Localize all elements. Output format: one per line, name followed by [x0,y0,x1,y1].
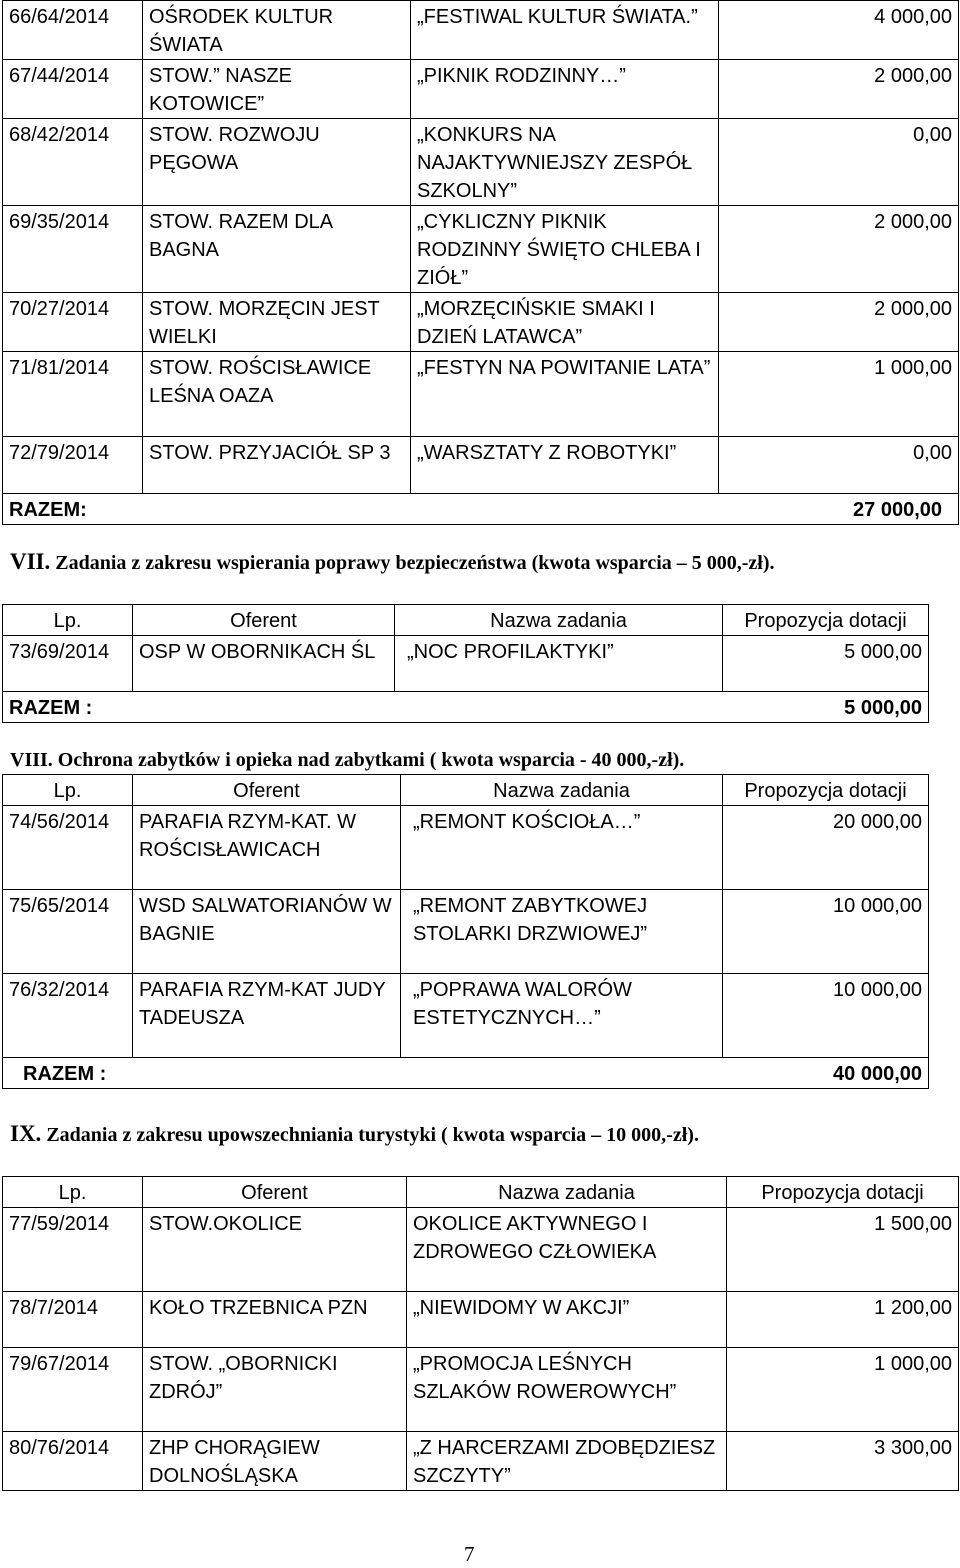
kwota-cell: 1 000,00 [719,352,959,437]
table-row [3,60,959,119]
kwota-cell: 0,00 [719,437,959,494]
lp-cell: 72/79/2014 [3,437,143,494]
table-row [3,1208,959,1292]
oferent-cell: STOW. ROZWOJU PĘGOWA [143,119,411,206]
section-number: VIII. [10,749,53,771]
kwota-cell: 1 000,00 [727,1348,959,1432]
zadanie-cell: „KONKURS NA NAJAKTYWNIEJSZY ZESPÓŁ SZKOLNY” [411,119,719,206]
kwota-cell: 10 000,00 [723,974,929,1058]
header-zadanie: Nazwa zadania [395,605,723,636]
oferent-cell: STOW. RAZEM DLA BAGNA [143,206,411,293]
page-number: 7 [464,1542,475,1566]
lp-cell: 76/32/2014 [3,974,133,1058]
total-label: RAZEM : [9,697,93,719]
lp-cell: 77/59/2014 [3,1208,143,1292]
tourism-grants-table [2,1176,959,1491]
header-kwota: Propozycja dotacji [723,605,929,636]
header-oferent: Oferent [133,775,401,806]
table-row [3,1348,959,1432]
lp-cell: 68/42/2014 [3,119,143,206]
table-row [3,352,959,437]
total-row [3,494,959,525]
zadanie-cell: „FESTIWAL KULTUR ŚWIATA.” [411,1,719,60]
lp-cell: 73/69/2014 [3,636,133,692]
table-row [3,890,929,974]
table-row [3,1432,959,1491]
table-row [3,437,959,494]
kwota-cell: 5 000,00 [723,636,929,692]
header-kwota: Propozycja dotacji [727,1177,959,1208]
lp-cell: 79/67/2014 [3,1348,143,1432]
zadanie-cell: „Z HARCERZAMI ZDOBĘDZIESZ SZCZYTY” [407,1432,727,1491]
section-title: Zadania z zakresu wspierania poprawy bezpieczeństwa (kwota wsparcia – 5 000,-zł). [55,552,775,574]
zadanie-cell: „CYKLICZNY PIKNIK RODZINNY ŚWIĘTO CHLEBA I ZIÓŁ” [411,206,719,293]
monuments-grants-table [2,774,929,1089]
total-value: 27 000,00 [853,499,942,521]
kwota-cell: 2 000,00 [719,293,959,352]
kwota-cell: 1 500,00 [727,1208,959,1292]
header-zadanie: Nazwa zadania [401,775,723,806]
header-oferent: Oferent [143,1177,407,1208]
header-oferent: Oferent [133,605,395,636]
oferent-cell: OŚRODEK KULTUR ŚWIATA [143,1,411,60]
table-header-row [3,1177,959,1208]
total-label: RAZEM: [9,499,87,521]
kwota-cell: 3 300,00 [727,1432,959,1491]
oferent-cell: ZHP CHORĄGIEW DOLNOŚLĄSKA [143,1432,407,1491]
oferent-cell: STOW. PRZYJACIÓŁ SP 3 [143,437,411,494]
safety-grants-table [2,604,929,723]
lp-cell: 69/35/2014 [3,206,143,293]
table-row [3,119,959,206]
kwota-cell: 10 000,00 [723,890,929,974]
kwota-cell: 2 000,00 [719,206,959,293]
zadanie-cell: „PROMOCJA LEŚNYCH SZLAKÓW ROWEROWYCH” [407,1348,727,1432]
lp-cell: 67/44/2014 [3,60,143,119]
oferent-cell: STOW.OKOLICE [143,1208,407,1292]
zadanie-cell: „REMONT KOŚCIOŁA…” [401,806,723,890]
header-lp: Lp. [3,1177,143,1208]
zadanie-cell: „FESTYN NA POWITANIE LATA” [411,352,719,437]
section-title: Ochrona zabytków i opieka nad zabytkami ( kwota wsparcia - 40 000,-zł). [57,749,685,771]
table-header-row [3,775,929,806]
oferent-cell: KOŁO TRZEBNICA PZN [143,1292,407,1348]
zadanie-cell: „WARSZTATY Z ROBOTYKI” [411,437,719,494]
oferent-cell: PARAFIA RZYM-KAT JUDY TADEUSZA [133,974,401,1058]
oferent-cell: STOW. MORZĘCIN JEST WIELKI [143,293,411,352]
grants-table-continued [2,0,959,525]
lp-cell: 78/7/2014 [3,1292,143,1348]
zadanie-cell: „NIEWIDOMY W AKCJI” [407,1292,727,1348]
zadanie-cell: „PIKNIK RODZINNY…” [411,60,719,119]
header-kwota: Propozycja dotacji [723,775,929,806]
zadanie-cell: OKOLICE AKTYWNEGO I ZDROWEGO CZŁOWIEKA [407,1208,727,1292]
total-label: RAZEM : [23,1063,107,1085]
section-ix-heading [10,1120,699,1149]
lp-cell: 75/65/2014 [3,890,133,974]
oferent-cell: WSD SALWATORIANÓW W BAGNIE [133,890,401,974]
kwota-cell: 2 000,00 [719,60,959,119]
kwota-cell: 20 000,00 [723,806,929,890]
section-number: IX. [10,1121,42,1146]
total-row [3,1058,929,1089]
oferent-cell: PARAFIA RZYM-KAT. W ROŚCISŁAWICACH [133,806,401,890]
table-row [3,806,929,890]
lp-cell: 71/81/2014 [3,352,143,437]
lp-cell: 80/76/2014 [3,1432,143,1491]
lp-cell: 66/64/2014 [3,1,143,60]
total-row [3,692,929,723]
table-row [3,206,959,293]
header-lp: Lp. [3,605,133,636]
table-row [3,293,959,352]
section-title: Zadania z zakresu upowszechniania turystyki ( kwota wsparcia – 10 000,-zł). [46,1124,699,1146]
table-row [3,974,929,1058]
section-number: VII. [10,549,51,574]
kwota-cell: 0,00 [719,119,959,206]
section-vii-heading [10,548,775,577]
table-row [3,636,929,692]
oferent-cell: STOW. „OBORNICKI ZDRÓJ” [143,1348,407,1432]
kwota-cell: 1 200,00 [727,1292,959,1348]
header-zadanie: Nazwa zadania [407,1177,727,1208]
lp-cell: 74/56/2014 [3,806,133,890]
zadanie-cell: „MORZĘCIŃSKIE SMAKI I DZIEŃ LATAWCA” [411,293,719,352]
table-header-row [3,605,929,636]
header-lp: Lp. [3,775,133,806]
oferent-cell: STOW.” NASZE KOTOWICE” [143,60,411,119]
oferent-cell: STOW. ROŚCISŁAWICE LEŚNA OAZA [143,352,411,437]
zadanie-cell: „NOC PROFILAKTYKI” [395,636,723,692]
total-value: 40 000,00 [833,1063,922,1085]
kwota-cell: 4 000,00 [719,1,959,60]
zadanie-cell: „REMONT ZABYTKOWEJ STOLARKI DRZWIOWEJ” [401,890,723,974]
oferent-cell: OSP W OBORNIKACH ŚL [133,636,395,692]
total-value: 5 000,00 [844,697,922,719]
zadanie-cell: „POPRAWA WALORÓW ESTETYCZNYCH…” [401,974,723,1058]
table-row [3,1,959,60]
table-row [3,1292,959,1348]
section-viii-heading [10,746,684,774]
lp-cell: 70/27/2014 [3,293,143,352]
